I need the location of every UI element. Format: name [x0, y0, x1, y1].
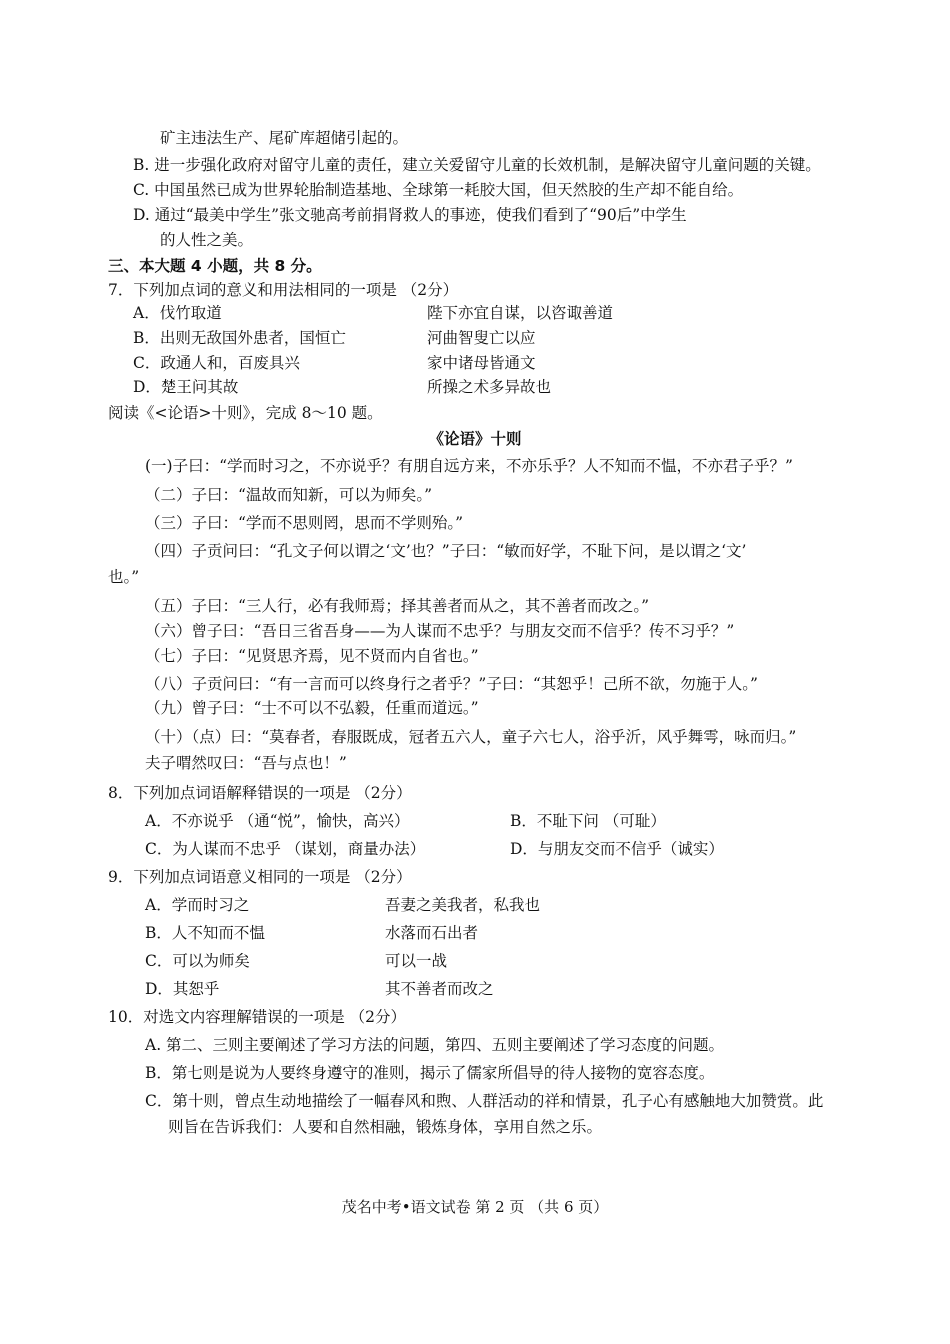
q7-option-d-left: D．楚王问其故 [133, 378, 239, 396]
passage-line-6: （六）曾子曰：“吾日三省吾身——为人谋而不忠乎？与朋友交而不信乎？传不习乎？” [145, 622, 735, 640]
q9-option-d-right: 其不善者而改之 [385, 980, 494, 998]
q9-option-b-right: 水落而石出者 [385, 924, 479, 942]
q6-option-d-line1: D. 通过“最美中学生”张文驰高考前捐肾救人的事迹，使我们看到了“90后”中学生 [133, 206, 687, 224]
q6-option-c: C. 中国虽然已成为世界轮胎制造基地、全球第一耗胶大国，但天然胶的生产却不能自给。 [133, 181, 744, 199]
q9-option-b-left: B．人不知而不愠 [145, 924, 265, 942]
passage-line-2: （二）子曰：“温故而知新，可以为师矣。” [145, 486, 433, 504]
q9-option-c-left: C．可以为师矣 [145, 952, 250, 970]
page-footer: 茂名中考•语文试卷 第 2 页 （共 6 页） [341, 1198, 609, 1216]
q9-option-a-left: A．学而时习之 [145, 896, 250, 914]
q8-option-d: D．与朋友交而不信乎（诚实） [510, 840, 724, 858]
section-3-heading: 三、本大题 4 小题，共 8 分。 [108, 257, 322, 275]
q7-stem: 7．下列加点词的意义和用法相同的一项是 （2分） [108, 281, 459, 299]
q10-stem: 10．对选文内容理解错误的一项是 （2分） [108, 1008, 407, 1026]
passage-line-5: （五）子曰：“三人行，必有我师焉；择其善者而从之，其不善者而改之。” [145, 597, 650, 615]
q7-option-b-left: B．出则无敌国外患者，国恒亡 [133, 329, 346, 347]
q8-stem: 8．下列加点词语解释错误的一项是 （2分） [108, 784, 412, 802]
passage-line-1: (一)子曰：“学而时习之，不亦说乎？有朋自远方来，不亦乐乎？人不知而不愠，不亦君子乎？” [145, 457, 793, 475]
q10-option-a: A. 第二、三则主要阐述了学习方法的问题，第四、五则主要阐述了学习态度的问题。 [145, 1036, 725, 1054]
passage-line-8: （八）子贡问曰：“有一言而可以终身行之者乎？”子曰：“其恕乎！己所不欲，勿施于人。” [145, 675, 758, 693]
passage-line-10: （十）（点）曰：“莫春者，春服既成，冠者五六人，童子六七人，浴乎沂，风乎舞雩，咏而归。” [145, 728, 797, 746]
q9-stem: 9．下列加点词语意义相同的一项是 （2分） [108, 868, 412, 886]
q7-option-a-left: A．伐竹取道 [133, 304, 222, 322]
q7-option-b-right: 河曲智叟亡以应 [427, 329, 536, 347]
q7-option-a-right: 陛下亦宜自谋，以咨诹善道 [427, 304, 614, 322]
q10-option-c-line2: 则旨在告诉我们：人要和自然相融，锻炼身体，享用自然之乐。 [168, 1118, 603, 1136]
q9-option-c-right: 可以一战 [385, 952, 448, 970]
reading-intro: 阅读《<论语>十则》，完成 8～10 题。 [108, 404, 383, 422]
passage-line-7: （七）子曰：“见贤思齐焉，见不贤而内自省也。” [145, 647, 479, 665]
q6-option-d-line2: 的人性之美。 [160, 231, 254, 249]
q10-option-b: B．第七则是说为人要终身遵守的准则，揭示了儒家所倡导的待人接物的宽容态度。 [145, 1064, 715, 1082]
q7-option-c-right: 家中诸母皆通文 [427, 354, 536, 372]
q8-option-a: A．不亦说乎 （通“悦”，愉快，高兴） [145, 812, 410, 830]
q7-option-d-right: 所操之术多异故也 [427, 378, 552, 396]
passage-line-10-cont: 夫子喟然叹曰：“吾与点也！” [145, 754, 347, 772]
passage-line-9: （九）曾子曰：“士不可以不弘毅，任重而道远。” [145, 699, 479, 717]
passage-line-4-cont: 也。” [108, 568, 140, 586]
q8-option-c: C．为人谋而不忠乎 （谋划，商量办法） [145, 840, 426, 858]
passage-line-3: （三）子曰：“学而不思则罔，思而不学则殆。” [145, 514, 464, 532]
q9-option-d-left: D．其恕乎 [145, 980, 220, 998]
q6-option-b: B. 进一步强化政府对留守儿童的责任，建立关爱留守儿童的长效机制，是解决留守儿童问题的关键。 [133, 156, 821, 174]
q8-option-b: B．不耻下问 （可耻） [510, 812, 666, 830]
q9-option-a-right: 吾妻之美我者，私我也 [385, 896, 541, 914]
q6-option-a-tail: 矿主违法生产、尾矿库超储引起的。 [160, 129, 409, 147]
q10-option-c-line1: C．第十则，曾点生动地描绘了一幅春风和煦、人群活动的祥和情景，孔子心有感触地大加赞赏。此 [145, 1092, 824, 1110]
q7-option-c-left: C．政通人和，百废具兴 [133, 354, 300, 372]
passage-line-4: （四）子贡问曰：“孔文子何以谓之‘文’也？”子曰：“敏而好学，不耻下问，是以谓之‘文’ [145, 542, 747, 560]
passage-title: 《论语》十则 [428, 430, 522, 448]
